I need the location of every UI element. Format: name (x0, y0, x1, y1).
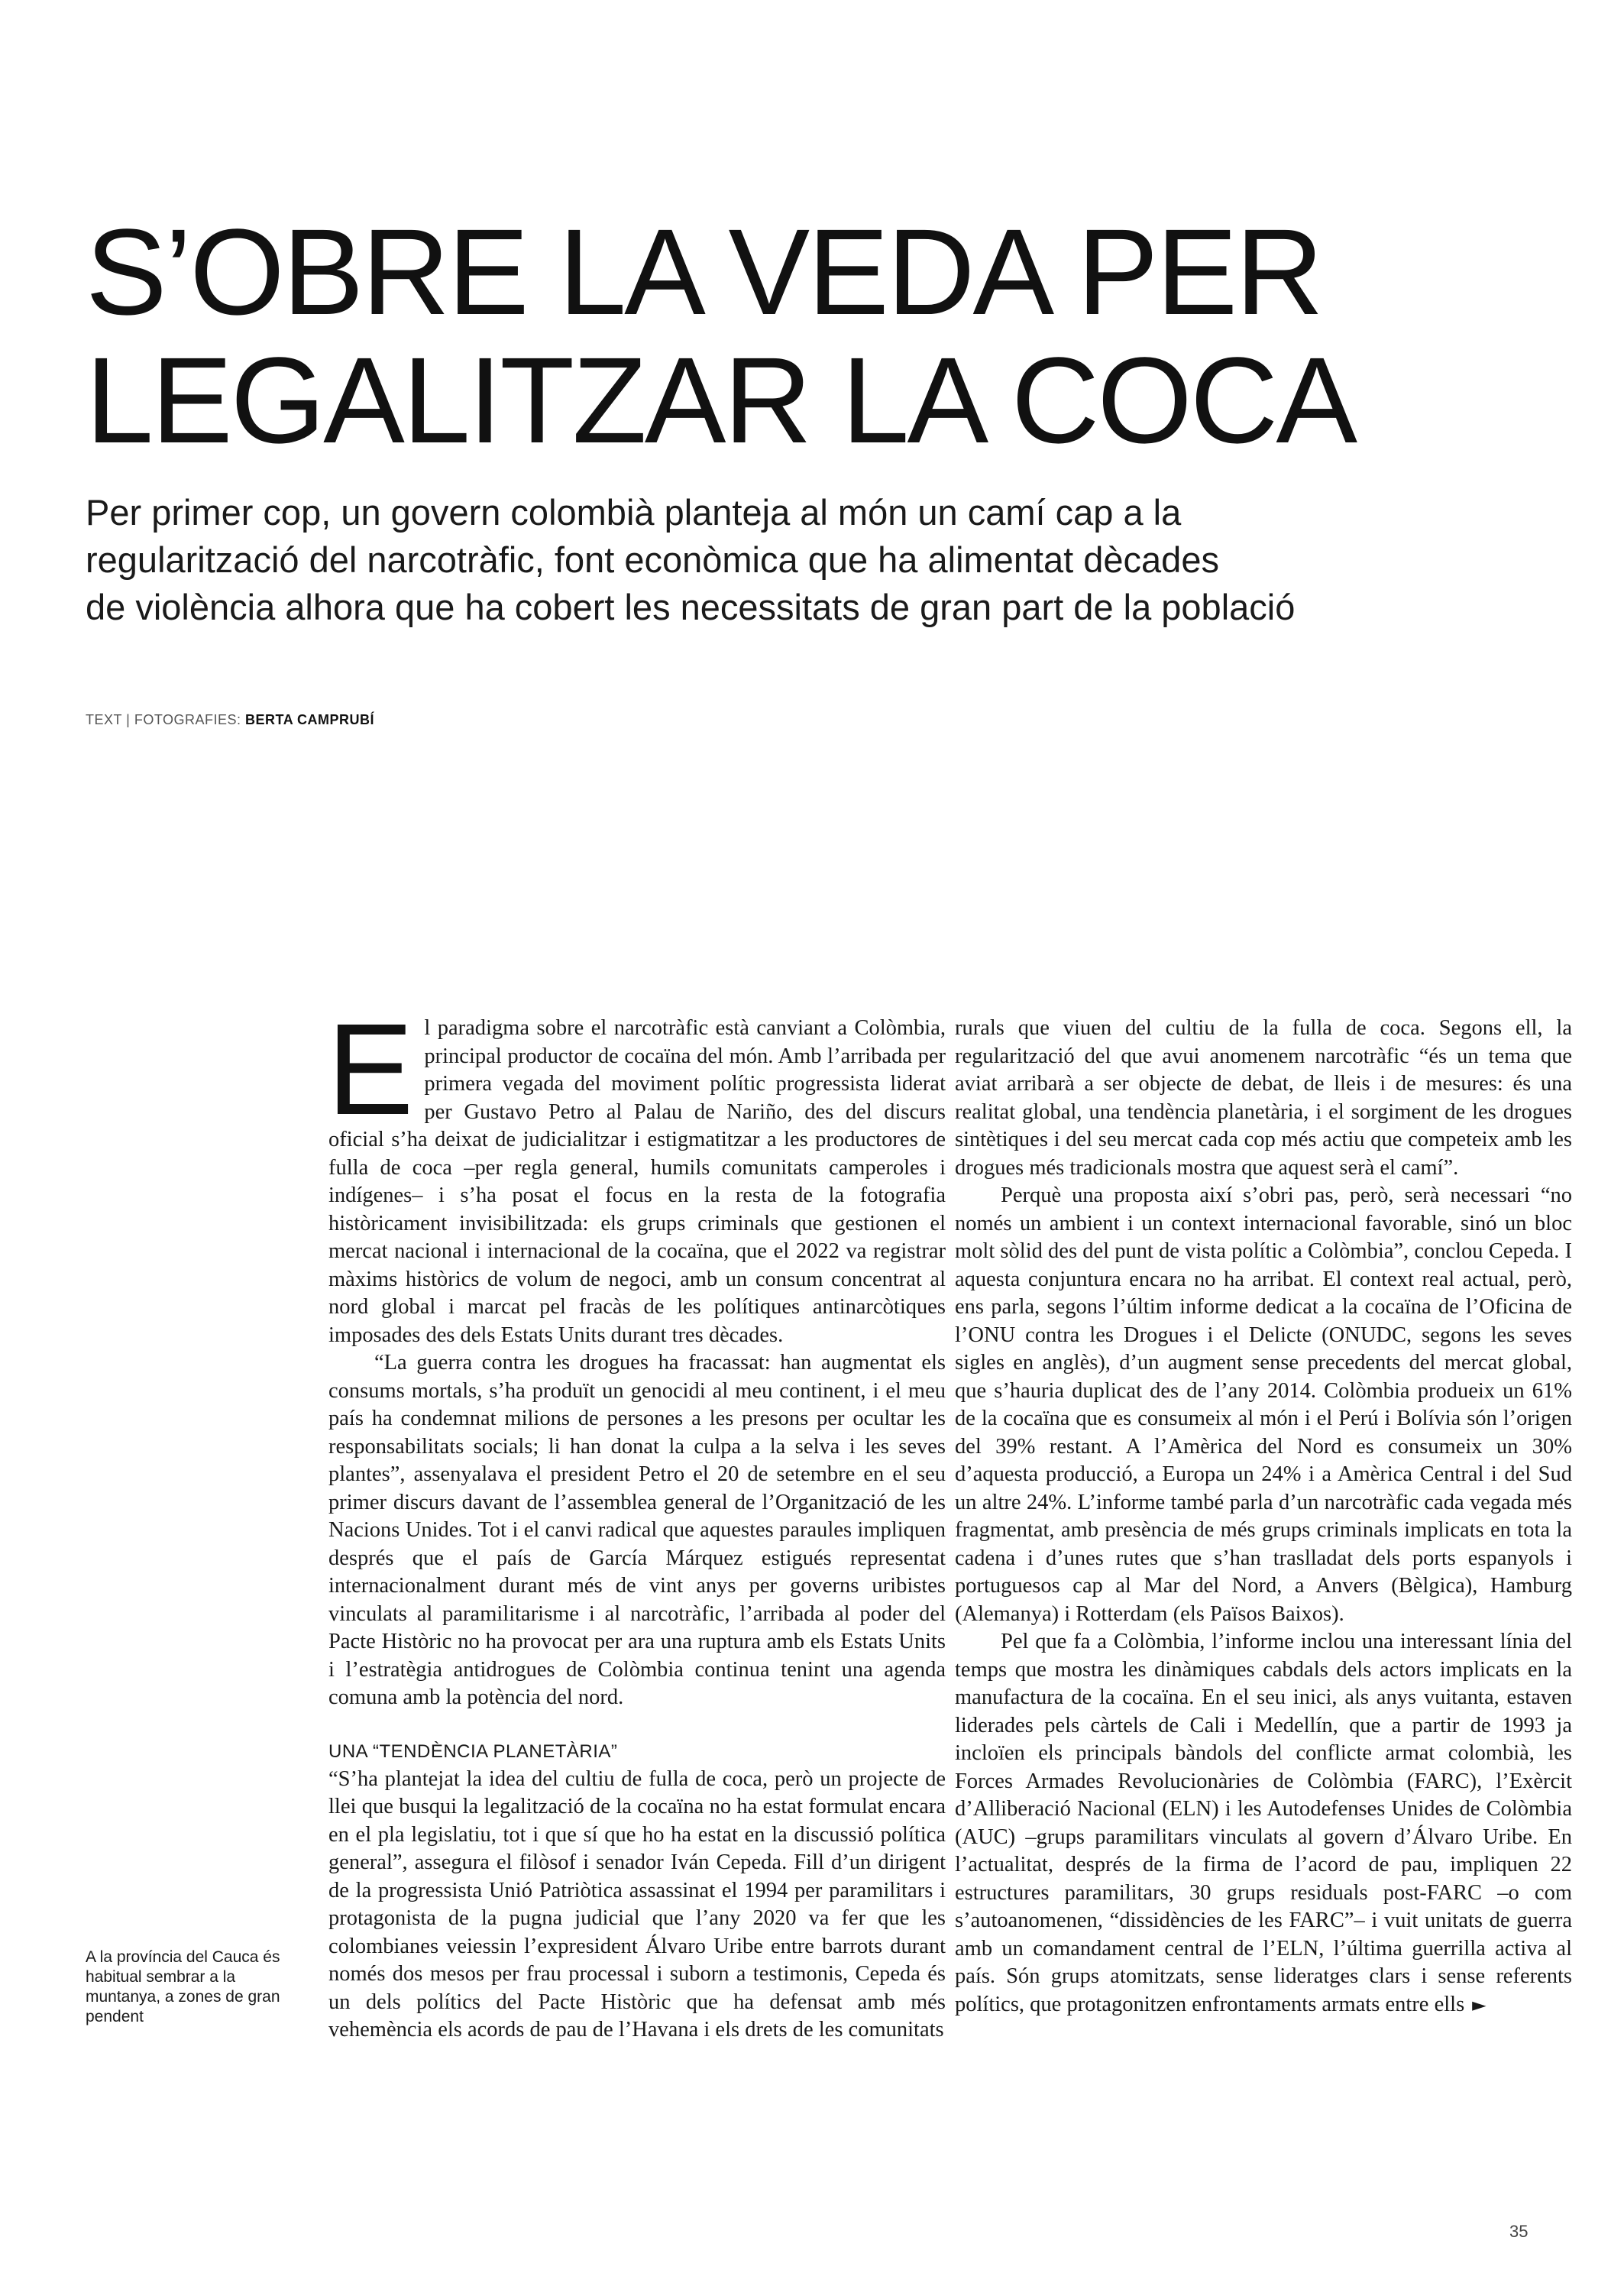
body-paragraph-5 (955, 1628, 1572, 2019)
standfirst-line-3: de violència alhora que ha cobert les necessitats de gran part de la població (86, 587, 1296, 627)
section-subhead: UNA “TENDÈNCIA PLANETÀRIA” (328, 1740, 618, 1762)
body-paragraph-4: Perquè una proposta així s’obri pas, però, serà necessari “no només un ambient i un context internacional favorable, sinó un bloc molt sòlid des del punt de vista polític a Colòmbia”, conclou Cepeda. I aquesta conjuntura encara no ha arribat. El context real actual, però, ens parla, segons l’últim informe dedicat a la cocaïna de l’Oficina de l’ONU contra les Drogues i el Delicte (ONUDC, segons les seves sigles en anglès), d’un augment sense precedents del mercat global, que s’hauria duplicat des de l’any 2014. Colòmbia produeix un 61% de la cocaïna que es consumeix al món i el Perú i Bolívia són l’origen del 39% restant. A l’Amèrica del Nord es consumeix un 30% d’aquesta producció, a Europa un 24% i a Amèrica Central i del Sud un altre 24%. L’informe també parla d’un narcotràfic cada vegada més fragmentat, amb presència de més grups criminals implicats en tota la cadena i d’unes rutes que s’han traslladat dels ports espanyols i portuguesos cap al Mar del Nord, a Anvers (Bèlgica), Hamburg (Alemanya) i Rotterdam (els Països Baixos). (955, 1183, 1572, 1626)
headline-line-2: LEGALITZAR LA COCA (86, 332, 1356, 468)
body-paragraph-1 (327, 997, 946, 1349)
byline-author: BERTA CAMPRUBÍ (245, 712, 375, 727)
body-paragraph-5-text: Pel que fa a Colòmbia, l’informe inclou una interessant línia del temps que mostra les dinàmiques cabdals dels actors implicats en la manufactura de la cocaïna. En el seu inici, als anys vuitanta, estaven liderades pels càrtels de Cali i Medellín, que a partir de 1993 ja incloïen els principals bàndols del conflicte armat colombià, les Forces Armades Revolucionàries de Colòmbia (FARC), l’Exèrcit d’Alliberació Nacional (ELN) i les Autodefenses Unides de Colòmbia (AUC) –grups paramilitars vinculats al govern d’Álvaro Uribe. En l’actualitat, després de la firma de l’acord de pau, impliquen 22 estructures paramilitars, 30 grups residuals post-FARC –o com s’autoanomenen, “dissidències de les FARC”– i vuit unitats de guerra amb un comandament central de l’ELN, l’última guerrilla activa al país. Són grups atomitzats, sense lideratges clars i sense referents polítics, que protagonitzen enfrontaments armats entre ells (955, 1630, 1572, 2016)
body-paragraph-2: “La guerra contra les drogues ha fracassat: han augmentat els consums mortals, s’ha produït un genocidi al meu continent, i el meu país ha condemnat milions de persones a les presons per ocultar les responsabilitats socials; li han donat la culpa a la selva i les seves plantes”, assenyalava el president Petro el 20 de setembre en el seu primer discurs davant de l’assemblea general de l’Organització de les Nacions Unides. Tot i el canvi radical que aquestes paraules impliquen després que el país de García Márquez estigués representat internacionalment durant més de vint anys per governs uribistes vinculats al paramilitarisme i al narcotràfic, l’arribada al poder del Pacte Històric no ha provocat per ara una ruptura amb els Estats Units i l’estratègia antidrogues de Colòmbia continua tenint una agenda comuna amb la potència del nord. (328, 1351, 946, 1709)
headline-line-1: S’OBRE LA VEDA PER (86, 203, 1322, 340)
standfirst-line-1: Per primer cop, un govern colombià planteja al món un camí cap a la (86, 492, 1182, 533)
body-column-right (955, 1015, 1572, 2019)
body-column-left (327, 997, 946, 2045)
drop-cap: E (327, 997, 414, 1142)
standfirst (86, 489, 1583, 631)
byline (86, 712, 374, 728)
body-paragraph-1-text: l paradigma sobre el narcotràfic està canviant a Colòmbia, principal productor de cocaïna del món. Amb l’arribada per primera vegada del moviment polític progressista liderat per Gustavo Petro al Palau de Nariño, des del discurs oficial s’ha deixat de judicialitzar i estigmatitzar a les productores de fulla de coca –per regla general, humils comunitats camperoles i indígenes– i s’ha posat el focus en la resta de la fotografia històricament invisibilitzada: els grups criminals que gestionen el mercat nacional i internacional de la cocaïna, que el 2022 va registrar màxims històrics de volum de negoci, amb un consum concentrat al nord global i marcat pel fracàs de les polítiques antinarcòtiques imposades des dels Estats Units durant tres dècades. (328, 1016, 946, 1347)
standfirst-line-2: regularització del narcotràfic, font econòmica que ha alimentat dècades (86, 539, 1219, 580)
body-paragraph-3: “S’ha plantejat la idea del cultiu de fulla de coca, però un projecte de llei que busqui la legalització de la cocaïna no ha estat formulat encara en el pla legislatiu, tot i que sí que ho ha estat en la discussió política general”, assegura el filòsof i senador Iván Cepeda. Fill d’un dirigent de la progressista Unió Patriòtica assassinat el 1994 per paramilitars i protagonista de la pugna judicial que l’any 2020 va fer que les colombianes veiessin l’expresident Álvaro Uribe entre barrots durant només dos mesos per frau processal i suborn a testimonis, Cepeda és un dels polítics del Pacte Històric que ha defensat amb més vehemència els acords de pau de l’Havana i els drets de les comunitats (328, 1766, 946, 2042)
body-paragraph-3-continued: rurals que viuen del cultiu de la fulla de coca. Segons ell, la regularització del que avui anomenem narcotràfic “és un tema que aviat arribarà a ser objecte de debat, de lleis i de mesures: és una realitat global, una tendència planetària, i el sorgiment de les drogues sintètiques i del seu mercat cada cop més actiu que competeix amb les drogues més tradicionals mostra que aquest serà el camí”. (955, 1016, 1572, 1180)
continue-arrow-icon: ► (1472, 1993, 1487, 2016)
photo-caption: A la província del Cauca és habitual sembrar a la muntanya, a zones de gran pendent (86, 1948, 280, 2025)
byline-label: TEXT | FOTOGRAFIES: (86, 712, 246, 727)
headline (86, 203, 1575, 468)
page-number: 35 (1509, 2222, 1529, 2241)
